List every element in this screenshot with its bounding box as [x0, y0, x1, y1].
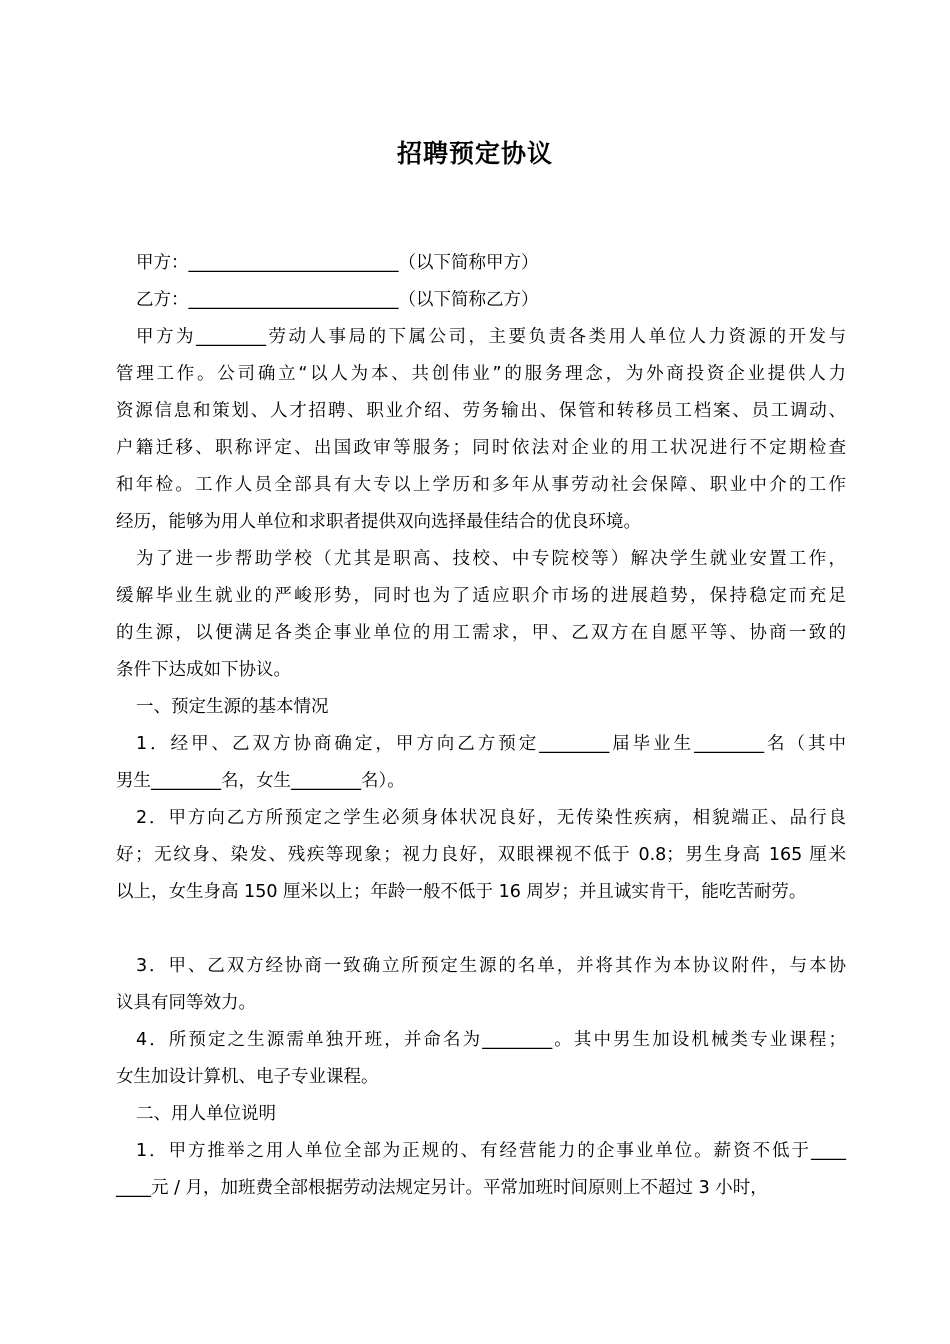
clause-line: 议具有同等效力。 — [116, 993, 256, 1013]
clause-line: 1．经甲、乙双方协商确定，甲方向乙方预定________届毕业生________名（其中 — [136, 734, 846, 754]
clause-line: 4．所预定之生源需单独开班，并命名为________。其中男生加设机械类专业课程； — [136, 1030, 846, 1050]
paragraph-line: 条件下达成如下协议。 — [116, 660, 291, 680]
paragraph-line: 资源信息和策划、人才招聘、职业介绍、劳务输出、保管和转移员工档案、员工调动、 — [116, 401, 846, 421]
section-heading: 二、用人单位说明 — [136, 1104, 276, 1124]
clause-line: ____元 / 月，加班费全部根据劳动法规定另计。平常加班时间原则上不超过 3 小时， — [116, 1178, 768, 1198]
clause-line: 1．甲方推举之用人单位全部为正规的、有经营能力的企事业单位。薪资不低于____ — [136, 1141, 846, 1161]
section-heading: 一、预定生源的基本情况 — [136, 697, 329, 717]
document-title: 招聘预定协议 — [396, 139, 553, 168]
clause-line: 女生加设计算机、电子专业课程。 — [116, 1067, 379, 1087]
paragraph-line: 经历，能够为用人单位和求职者提供双向选择最佳结合的优良环境。 — [116, 512, 641, 532]
paragraph-line: 甲方为________劳动人事局的下属公司，主要负责各类用人单位人力资源的开发与 — [136, 327, 846, 347]
party-b-line: 乙方：________________________（以下简称乙方） — [136, 290, 539, 310]
party-a-line: 甲方：________________________（以下简称甲方） — [136, 253, 539, 273]
paragraph-line: 的生源，以便满足各类企事业单位的用工需求，甲、乙双方在自愿平等、协商一致的 — [116, 623, 846, 643]
clause-line: 2．甲方向乙方所预定之学生必须身体状况良好，无传染性疾病，相貌端正、品行良 — [136, 808, 846, 828]
clause-line: 以上，女生身高 150 厘米以上；年龄一般不低于 16 周岁；并且诚实肯干，能吃苦耐劳。 — [116, 882, 807, 902]
paragraph-line: 户籍迁移、职称评定、出国政审等服务；同时依法对企业的用工状况进行不定期检查 — [116, 438, 846, 458]
clause-line: 好；无纹身、染发、残疾等现象；视力良好，双眼裸视不低于 0.8；男生身高 165 厘米 — [116, 845, 846, 865]
paragraph-line: 管理工作。公司确立“以人为本、共创伟业”的服务理念，为外商投资企业提供人力 — [116, 364, 846, 384]
paragraph-line: 和年检。工作人员全部具有大专以上学历和多年从事劳动社会保障、职业中介的工作 — [116, 475, 846, 495]
clause-line: 3．甲、乙双方经协商一致确立所预定生源的名单，并将其作为本协议附件，与本协 — [136, 956, 846, 976]
paragraph-line: 缓解毕业生就业的严峻形势，同时也为了适应职介市场的进展趋势，保持稳定而充足 — [116, 586, 846, 606]
clause-line: 男生________名，女生________名）。 — [116, 771, 405, 791]
paragraph-line: 为了进一步帮助学校（尤其是职高、技校、中专院校等）解决学生就业安置工作， — [136, 549, 846, 569]
